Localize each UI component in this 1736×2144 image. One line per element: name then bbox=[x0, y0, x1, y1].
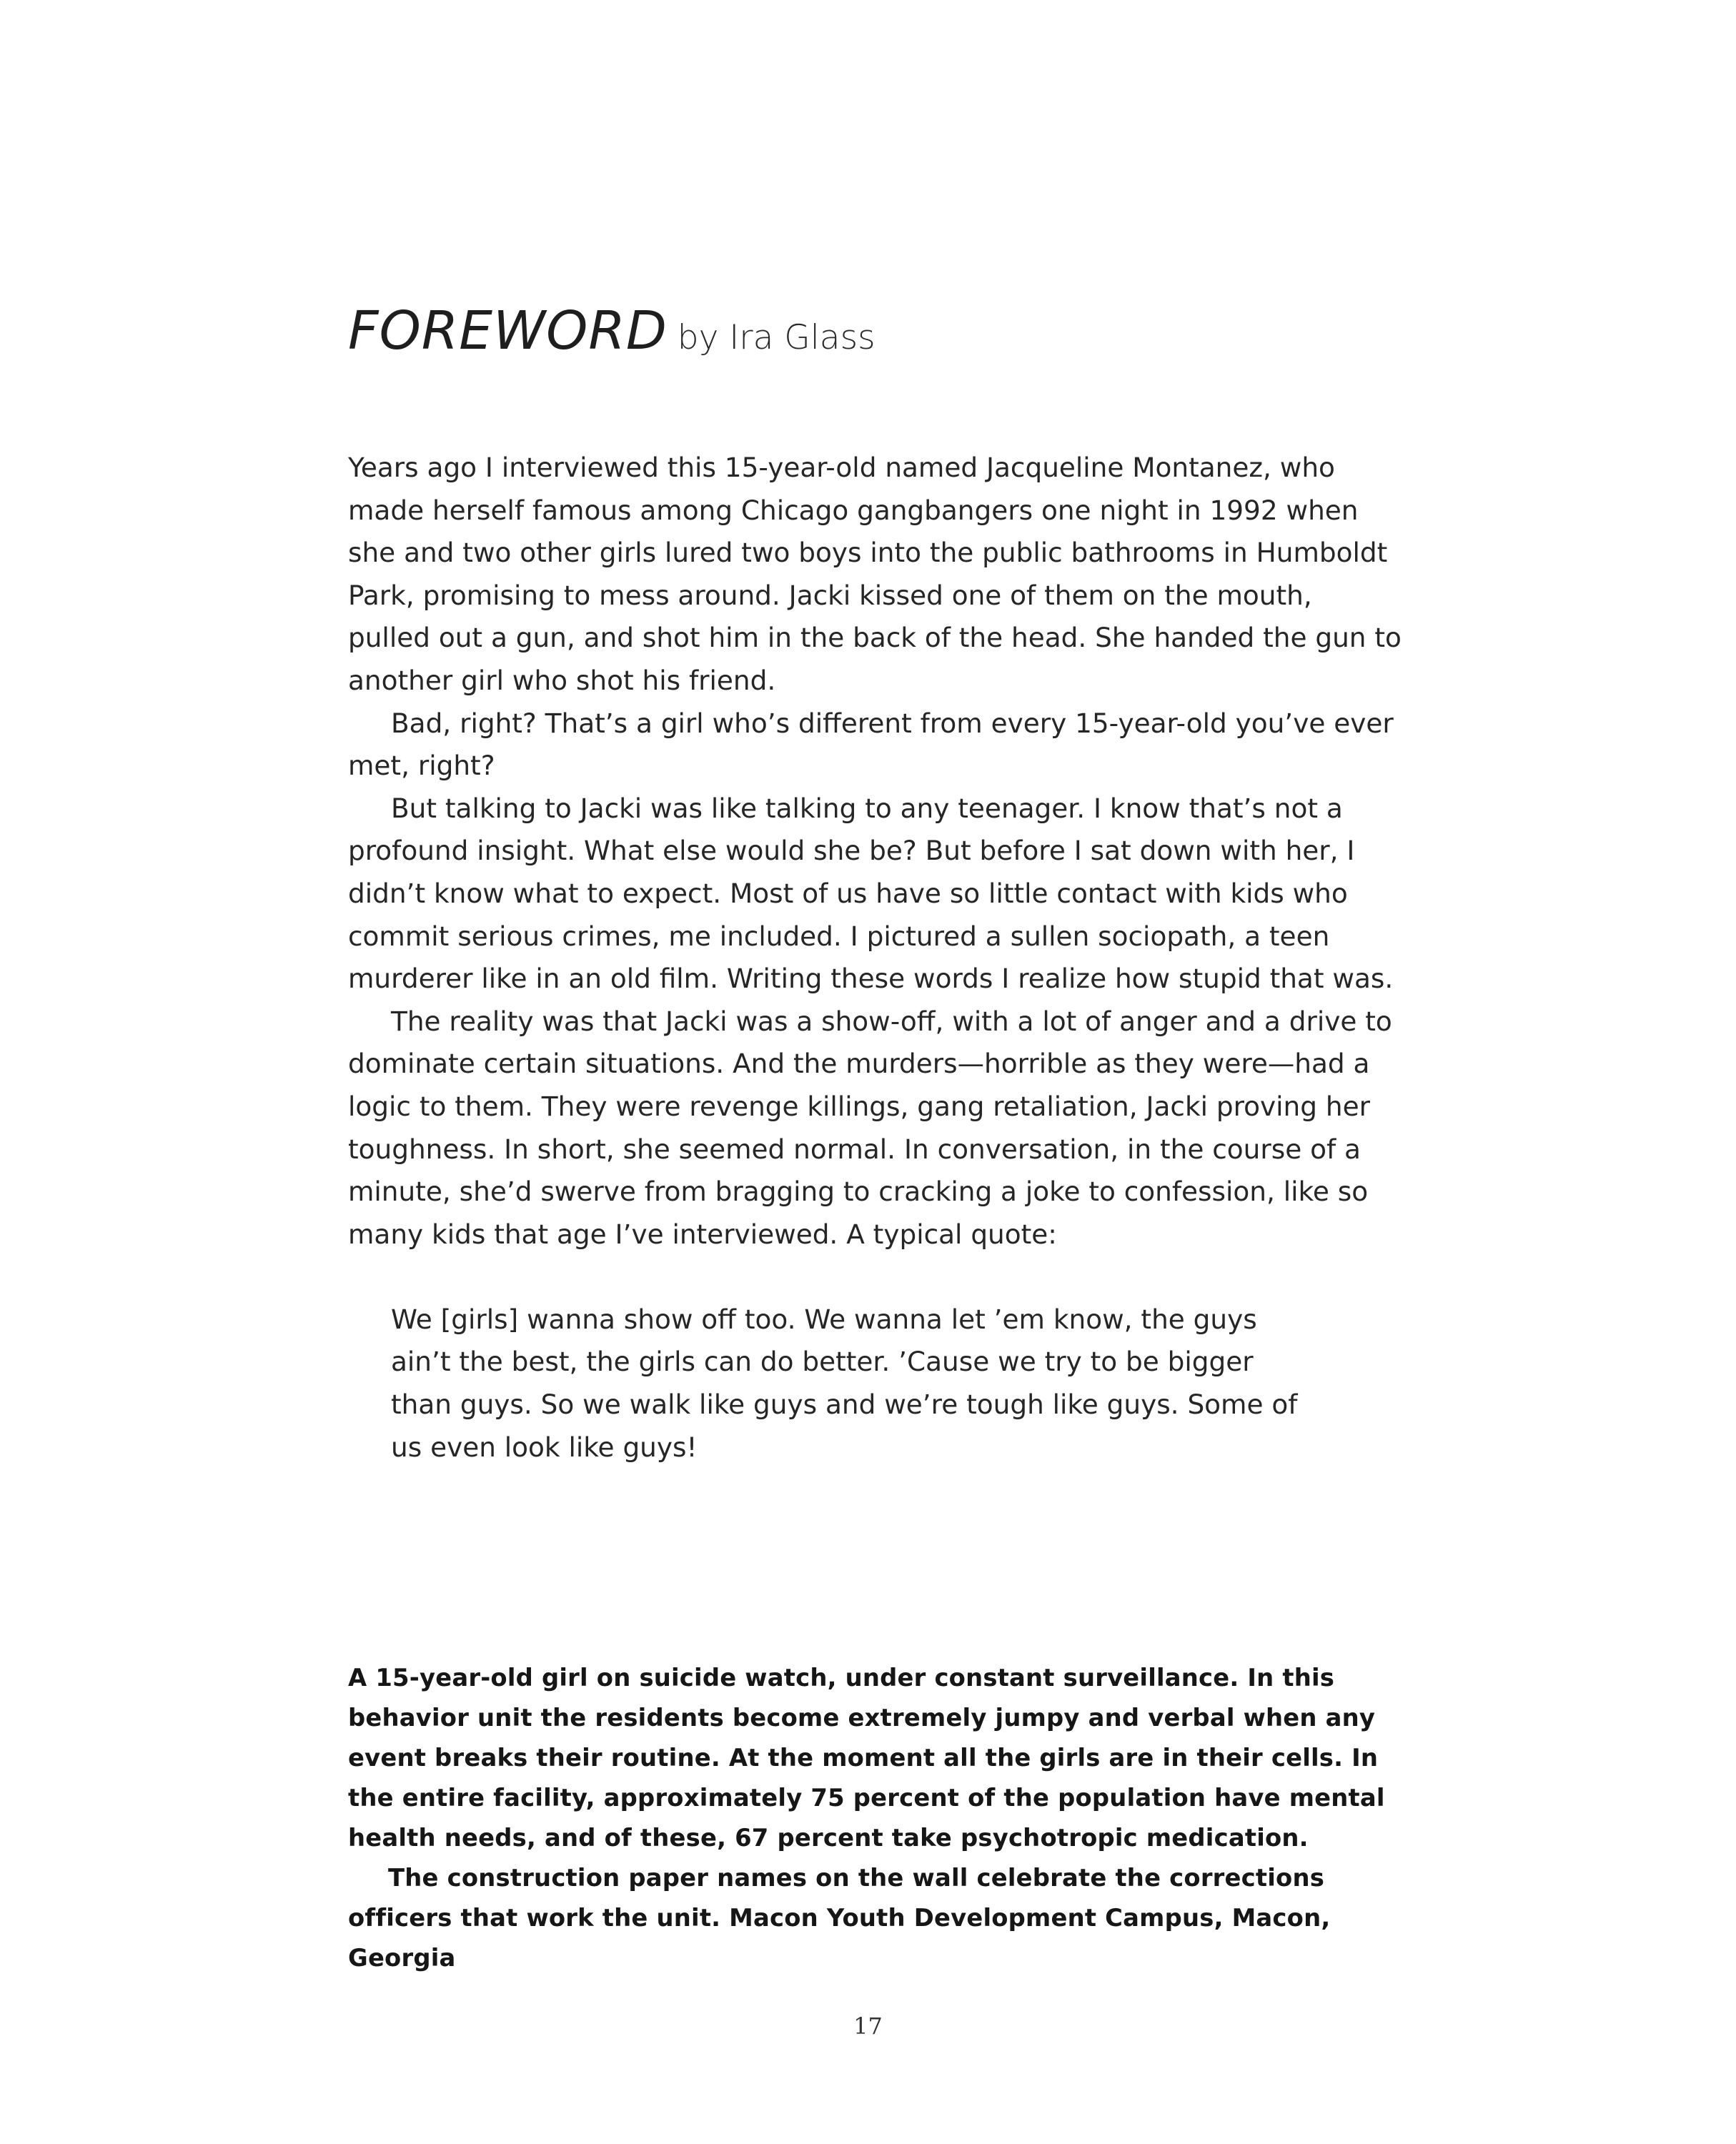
chapter-heading bbox=[348, 300, 1420, 362]
caption-paragraph-1: A 15-year-old girl on suicide watch, under constant surveillance. In this behavior unit the residents become extremely jumpy and verbal when any event breaks their routine. At the moment all the girls are in their cells. In the entire facility, approximately 75 percent of the population have mental health needs, and of these, 67 percent take psychotropic medication. bbox=[348, 1664, 1385, 1852]
chapter-title: FOREWORD bbox=[348, 300, 668, 362]
block-quote: We [girls] wanna show off too. We wanna let ’em know, the guys ain’t the best, the girls can do better. ’Cause we try to be bigger than guys. So we walk like guys and we’re tough like guys. Some of us even look like guys! bbox=[391, 1303, 1298, 1463]
body-paragraph-1: Years ago I interviewed this 15-year-old named Jacqueline Montanez, who made herself famous among Chicago gangbangers one night in 1992 when she and two other girls lured two boys into the public bathrooms in Humboldt Park, promising to mess around. Jacki kissed one of them on the mouth, pulled out a gun, and shot him in the back of the head. She handed the gun to another girl who shot his friend. bbox=[348, 452, 1402, 696]
caption-paragraph-2: The construction paper names on the wall celebrate the corrections officers that work the unit. Macon Youth Development Campus, Macon, Georgia bbox=[348, 1864, 1331, 1972]
page-number: 17 bbox=[853, 2013, 883, 2040]
foreword-body bbox=[348, 447, 1402, 1469]
body-paragraph-4: The reality was that Jacki was a show-off, with a lot of anger and a drive to dominate certain situations. And the murders—horrible as they were—had a logic to them. They were revenge killings, gang retaliation, Jacki proving her toughness. In short, she seemed normal. In conversation, in the course of a minute, she’d swerve from bragging to cracking a joke to confession, like so many kids that age I’ve interviewed. A typical quote: bbox=[348, 1005, 1392, 1250]
photo-caption bbox=[348, 1658, 1402, 1978]
body-paragraph-3: But talking to Jacki was like talking to any teenager. I know that’s not a profound insight. What else would she be? But before I sat down with her, I didn’t know what to expect. Most of us have so little contact with kids who commit serious crimes, me included. I pictured a sullen sociopath, a teen murderer like in an old film. Writing these words I realize how stupid that was. bbox=[348, 792, 1394, 995]
chapter-byline: by Ira Glass bbox=[677, 318, 876, 357]
body-paragraph-2: Bad, right? That’s a girl who’s different from every 15-year-old you’ve ever met, right? bbox=[348, 707, 1394, 782]
